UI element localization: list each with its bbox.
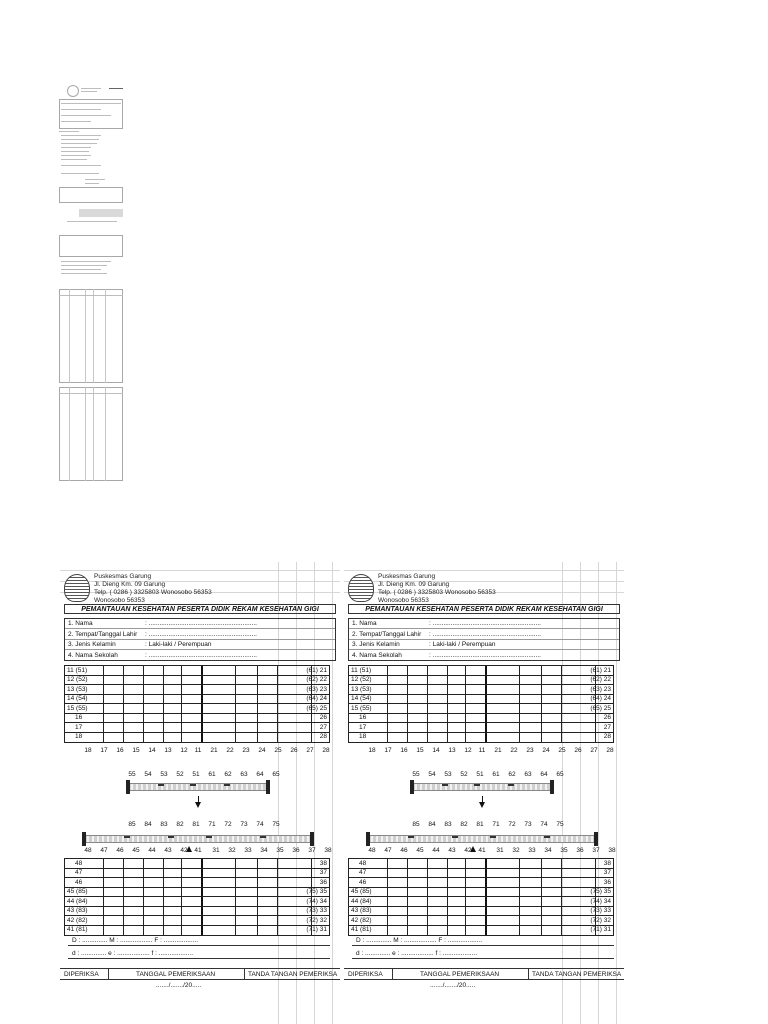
field-label: 3. Jenis Kelamin (352, 641, 400, 648)
field-label: 1. Nama (352, 620, 377, 627)
dental-form-right (344, 562, 624, 1024)
table-row[interactable]: 43 (83) (73) 33 (67, 907, 327, 914)
field-value[interactable]: : ............................................................ (429, 630, 541, 638)
page-thumbnail[interactable] (59, 85, 126, 483)
field-label: 1. Nama (68, 620, 93, 627)
table-row[interactable]: 44 (84) (74) 34 (351, 897, 611, 905)
clinic-city: Wonosobo 56353 (94, 597, 145, 604)
upper-teeth-table[interactable] (64, 665, 330, 743)
odontogram-upper-primary[interactable] (128, 780, 268, 794)
table-row[interactable]: 13 (53) (63) 23 (67, 685, 327, 693)
signature-label: TANDA TANGAN PEMERIKSA (248, 971, 338, 978)
table-row[interactable]: 13 (53) (63) 23 (351, 685, 611, 693)
table-row[interactable]: 18 28 (75, 733, 327, 740)
field-value[interactable]: : ............................................................ (145, 630, 257, 638)
upper-tooth-numbers: 18 17 16 15 14 13 12 11 21 22 23 24 25 26 27 28 (368, 747, 614, 754)
field-label: 2. Tempat/Tanggal Lahir (68, 630, 138, 638)
field-label: 2. Tempat/Tanggal Lahir (352, 630, 422, 638)
clinic-phone: Telp. ( 0286 ) 3325803 Wonosobo 56353 (94, 589, 212, 596)
lower-tooth-numbers: 48 47 46 45 44 43 42 41 31 32 33 34 35 36 37 38 (84, 847, 332, 854)
arrow-down-icon (195, 802, 201, 808)
field-value[interactable]: : ............................................................ (429, 620, 541, 627)
field-label: 3. Jenis Kelamin (68, 641, 116, 648)
dmf-line[interactable]: D : .............. M : .................. F : ................... (352, 936, 614, 946)
clinic-name: Puskesmas Garung (94, 573, 152, 580)
lower-tooth-numbers: 48 47 46 45 44 43 42 41 31 32 33 34 35 36 37 38 (368, 847, 616, 854)
examiner-label: DIPERIKSA (64, 971, 99, 978)
odontogram-upper-primary[interactable] (412, 780, 552, 794)
table-row[interactable]: 45 (85) (75) 35 (351, 888, 611, 895)
table-row[interactable]: 48 38 (349, 859, 613, 869)
student-info[interactable] (64, 618, 336, 661)
primary-lower-numbers: 85 84 83 82 81 71 72 73 74 75 (128, 821, 280, 828)
upper-tooth-numbers: 18 17 16 15 14 13 12 11 21 22 23 24 25 26 27 28 (84, 747, 330, 754)
field-value[interactable]: : Laki-laki / Perempuan (429, 641, 496, 648)
odontogram-lower[interactable] (368, 832, 596, 846)
field-label: 4. Nama Sekolah (68, 651, 118, 659)
dental-form-left (60, 562, 340, 1024)
table-row[interactable]: 46 36 (65, 878, 329, 888)
table-row[interactable]: 15 (55) (65) 25 (351, 704, 611, 712)
exam-date-value[interactable]: ......./......./20..... (430, 982, 476, 989)
primary-upper-numbers: 55 54 53 52 51 61 62 63 64 65 (412, 771, 564, 778)
def-line[interactable]: d : .............. e : .................. f : ................... (352, 949, 614, 959)
signature-header (344, 968, 624, 980)
table-row[interactable]: 42 (82) (72) 32 (67, 916, 327, 924)
def-line[interactable]: d : .............. e : .................. f : ................... (68, 949, 330, 959)
field-value[interactable]: : Laki-laki / Perempuan (145, 641, 212, 648)
table-row[interactable]: 16 26 (349, 714, 613, 724)
exam-date-value[interactable]: ......./......./20..... (156, 982, 202, 989)
student-info[interactable] (348, 618, 620, 661)
table-row[interactable]: 43 (83) (73) 33 (351, 907, 611, 914)
signature-label: TANDA TANGAN PEMERIKSA (532, 971, 622, 978)
field-value[interactable]: : ............................................................ (145, 651, 257, 659)
odontogram-lower[interactable] (84, 832, 312, 846)
table-row[interactable]: 15 (55) (65) 25 (67, 704, 327, 712)
thumb-logo (67, 85, 79, 97)
clinic-name: Puskesmas Garung (378, 573, 436, 580)
arrow-down-icon (479, 802, 485, 808)
clinic-phone: Telp. ( 0286 ) 3325803 Wonosobo 56353 (378, 589, 496, 596)
arrow-up-icon (470, 846, 476, 852)
table-row[interactable]: 12 (52) (62) 22 (351, 676, 611, 683)
table-row[interactable]: 12 (52) (62) 22 (67, 676, 327, 683)
table-row[interactable]: 14 (54) (64) 24 (67, 695, 327, 702)
table-row[interactable]: 17 27 (349, 723, 613, 733)
table-row[interactable]: 11 (51) (61) 21 (351, 666, 611, 674)
signature-header (60, 968, 340, 980)
table-row[interactable]: 11 (51) (61) 21 (67, 666, 327, 674)
table-row[interactable]: 46 36 (349, 878, 613, 888)
form-title: PEMANTAUAN KESEHATAN PESERTA DIDIK REKAM KESEHATAN GIGI (64, 604, 336, 614)
clinic-logo (348, 574, 374, 602)
exam-date-label: TANGGAL PEMERIKSAAN (420, 971, 500, 978)
upper-teeth-table[interactable] (348, 665, 614, 743)
clinic-logo (64, 574, 90, 602)
field-label: 4. Nama Sekolah (352, 651, 402, 659)
dmf-line[interactable]: D : .............. M : .................. F : ................... (68, 936, 330, 946)
primary-lower-numbers: 85 84 83 82 81 71 72 73 74 75 (412, 821, 564, 828)
arrow-up-icon (186, 846, 192, 852)
examiner-label: DIPERIKSA (348, 971, 383, 978)
lower-teeth-table[interactable] (348, 858, 614, 936)
table-row[interactable]: 45 (85) (75) 35 (67, 888, 327, 895)
table-row[interactable]: 48 38 (65, 859, 329, 869)
form-header (348, 570, 620, 606)
clinic-city: Wonosobo 56353 (378, 597, 429, 604)
table-row[interactable]: 44 (84) (74) 34 (67, 897, 327, 905)
field-value[interactable]: : ............................................................ (145, 620, 257, 627)
form-title: PEMANTAUAN KESEHATAN PESERTA DIDIK REKAM KESEHATAN GIGI (348, 604, 620, 614)
table-row[interactable]: 41 (81) (71) 31 (351, 926, 611, 933)
table-row[interactable]: 47 37 (65, 869, 329, 879)
table-row[interactable]: 41 (81) (71) 31 (67, 926, 327, 933)
table-row[interactable]: 18 28 (359, 733, 611, 740)
field-value[interactable]: : ............................................................ (429, 651, 541, 659)
table-row[interactable]: 47 37 (349, 869, 613, 879)
table-row[interactable]: 14 (54) (64) 24 (351, 695, 611, 702)
table-row[interactable]: 17 27 (65, 723, 329, 733)
lower-teeth-table[interactable] (64, 858, 330, 936)
form-header (64, 570, 336, 606)
primary-upper-numbers: 55 54 53 52 51 61 62 63 64 65 (128, 771, 280, 778)
exam-date-label: TANGGAL PEMERIKSAAN (136, 971, 216, 978)
table-row[interactable]: 16 26 (65, 714, 329, 724)
clinic-address: Jl. Dieng Km. 09 Garung (378, 581, 450, 588)
table-row[interactable]: 42 (82) (72) 32 (351, 916, 611, 924)
clinic-address: Jl. Dieng Km. 09 Garung (94, 581, 166, 588)
